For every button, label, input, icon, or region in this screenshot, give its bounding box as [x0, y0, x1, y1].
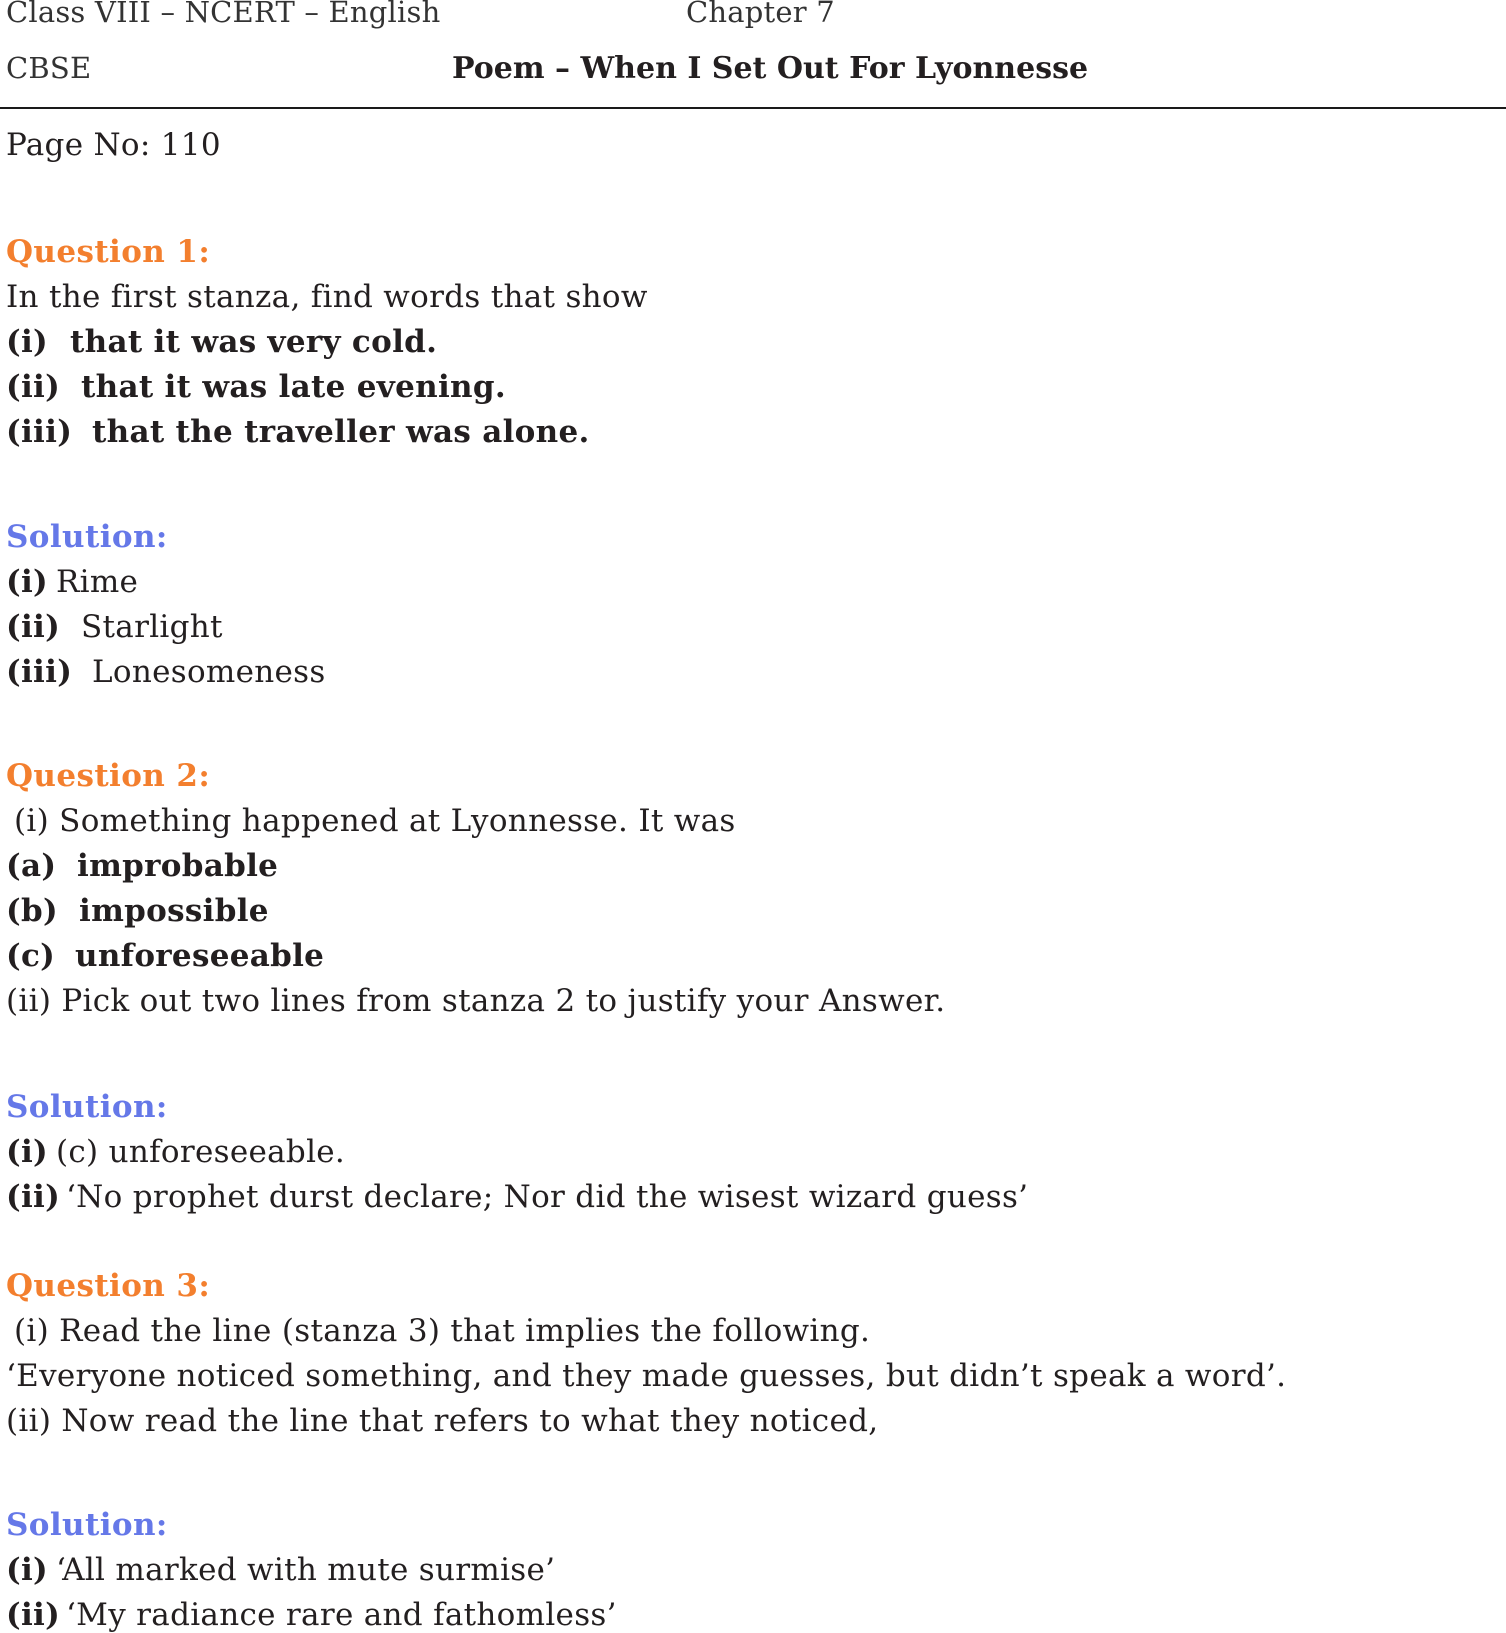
option-marker: (b): [6, 893, 58, 929]
item-marker: (i): [6, 324, 49, 360]
item-marker: (ii): [6, 369, 61, 405]
header-divider: [0, 107, 1506, 109]
question-2-heading: Question 2:: [6, 758, 211, 794]
item-text: Rime: [56, 564, 139, 600]
solution-1-item: [6, 609, 223, 645]
item-marker: (i): [6, 1552, 49, 1588]
solution-3-item: [6, 1552, 556, 1588]
board-label: CBSE: [6, 51, 92, 85]
item-text: (c) unforeseeable.: [56, 1134, 346, 1170]
solution-3-item: [6, 1597, 617, 1633]
item-text: that the traveller was alone.: [92, 414, 590, 450]
item-text: ‘My radiance rare and fathomless’: [66, 1597, 617, 1633]
question-1-item: [6, 414, 590, 450]
question-3-heading: Question 3:: [6, 1268, 211, 1304]
question-2-followup: (ii) Pick out two lines from stanza 2 to justify your Answer.: [6, 983, 946, 1019]
item-marker: (ii): [6, 1597, 61, 1633]
option-text: unforeseeable: [75, 938, 325, 974]
item-marker: (ii): [6, 1179, 61, 1215]
question-1-item: [6, 369, 506, 405]
question-2-prompt: (i) Something happened at Lyonnesse. It was: [14, 803, 736, 839]
option-text: improbable: [77, 848, 279, 884]
question-1-heading: Question 1:: [6, 234, 211, 270]
solution-1-item: [6, 564, 139, 600]
question-2-option: [6, 893, 269, 929]
item-text: that it was very cold.: [70, 324, 438, 360]
solution-2-heading: Solution:: [6, 1089, 168, 1125]
question-3-line: ‘Everyone noticed something, and they made guesses, but didn’t speak a word’.: [6, 1358, 1287, 1394]
item-marker: (ii): [6, 609, 61, 645]
option-text: impossible: [79, 893, 269, 929]
question-3-line: (ii) Now read the line that refers to what they noticed,: [6, 1403, 879, 1439]
question-1-prompt: In the first stanza, find words that show: [6, 279, 648, 315]
solution-2-item: [6, 1134, 346, 1170]
page-title: Poem – When I Set Out For Lyonnesse: [452, 51, 1089, 86]
solution-1-item: [6, 654, 326, 690]
item-text: ‘No prophet durst declare; Nor did the wisest wizard guess’: [66, 1179, 1029, 1215]
item-text: ‘All marked with mute surmise’: [56, 1552, 556, 1588]
item-text: Starlight: [81, 609, 223, 645]
item-marker: (iii): [6, 414, 73, 450]
option-marker: (c): [6, 938, 56, 974]
item-text: that it was late evening.: [81, 369, 506, 405]
question-2-option: [6, 848, 279, 884]
solution-3-heading: Solution:: [6, 1507, 168, 1543]
option-marker: (a): [6, 848, 57, 884]
solution-2-item: [6, 1179, 1029, 1215]
solution-1-heading: Solution:: [6, 519, 168, 555]
page-number: Page No: 110: [6, 127, 221, 163]
item-marker: (iii): [6, 654, 73, 690]
question-1-item: [6, 324, 438, 360]
item-text: Lonesomeness: [92, 654, 326, 690]
question-3-line: (i) Read the line (stanza 3) that implies the following.: [14, 1313, 871, 1349]
item-marker: (i): [6, 1134, 49, 1170]
class-info: Class VIII – NCERT – English: [6, 0, 441, 29]
chapter-label: Chapter 7: [686, 0, 835, 29]
item-marker: (i): [6, 564, 49, 600]
question-2-option: [6, 938, 325, 974]
